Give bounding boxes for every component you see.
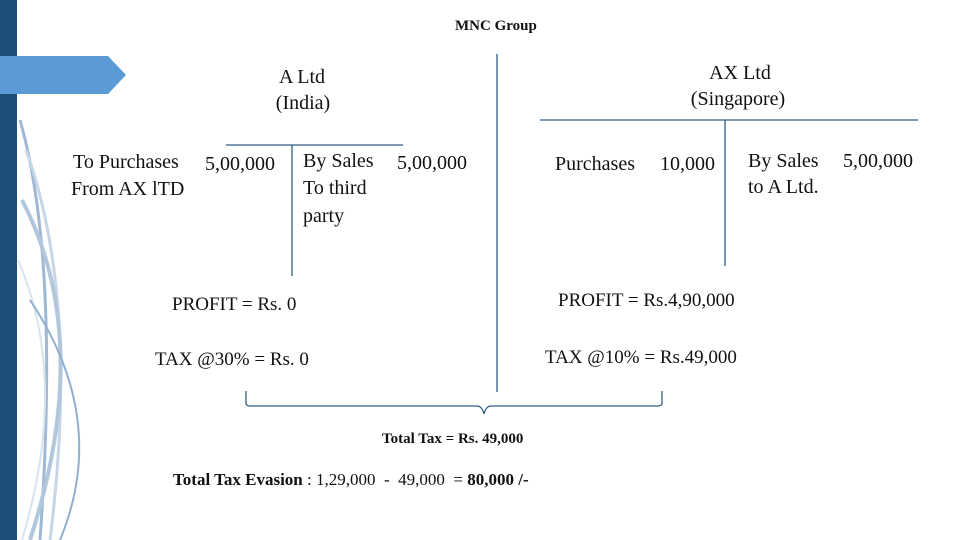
left-company-country: (India): [275, 92, 331, 114]
right-credit-amount: 5,00,000: [843, 150, 913, 172]
right-company-country: (Singapore): [690, 88, 786, 110]
right-credit-label-1: By Sales: [748, 150, 819, 172]
left-credit-label-1: By Sales: [303, 150, 374, 172]
evasion-separator: :: [307, 470, 312, 489]
left-company-name: A Ltd: [278, 66, 326, 88]
evasion-label: Total Tax Evasion: [173, 470, 303, 489]
diagram-title: MNC Group: [455, 18, 537, 34]
left-credit-amount: 5,00,000: [397, 152, 467, 174]
total-brace: [246, 391, 662, 414]
evasion-expression: 1,29,000 - 49,000 =: [316, 470, 464, 489]
right-debit-amount: 10,000: [660, 153, 715, 175]
right-debit-label: Purchases: [555, 153, 635, 175]
left-debit-amount: 5,00,000: [205, 153, 275, 175]
left-profit: PROFIT = Rs. 0: [172, 294, 297, 315]
right-tax: TAX @10% = Rs.49,000: [545, 347, 737, 368]
left-credit-label-2: To third: [303, 177, 367, 199]
evasion-result: 80,000 /-: [467, 470, 529, 489]
right-credit-label-2: to A Ltd.: [748, 176, 819, 198]
left-tax: TAX @30% = Rs. 0: [155, 349, 309, 370]
left-debit-label-2: From AX lTD: [71, 178, 185, 200]
total-tax: Total Tax = Rs. 49,000: [382, 431, 524, 447]
right-company-name: AX Ltd: [709, 62, 771, 84]
total-tax-evasion-line: [173, 470, 529, 490]
left-debit-label-1: To Purchases: [73, 151, 179, 173]
left-credit-label-3: party: [303, 205, 345, 227]
right-profit: PROFIT = Rs.4,90,000: [558, 290, 735, 311]
